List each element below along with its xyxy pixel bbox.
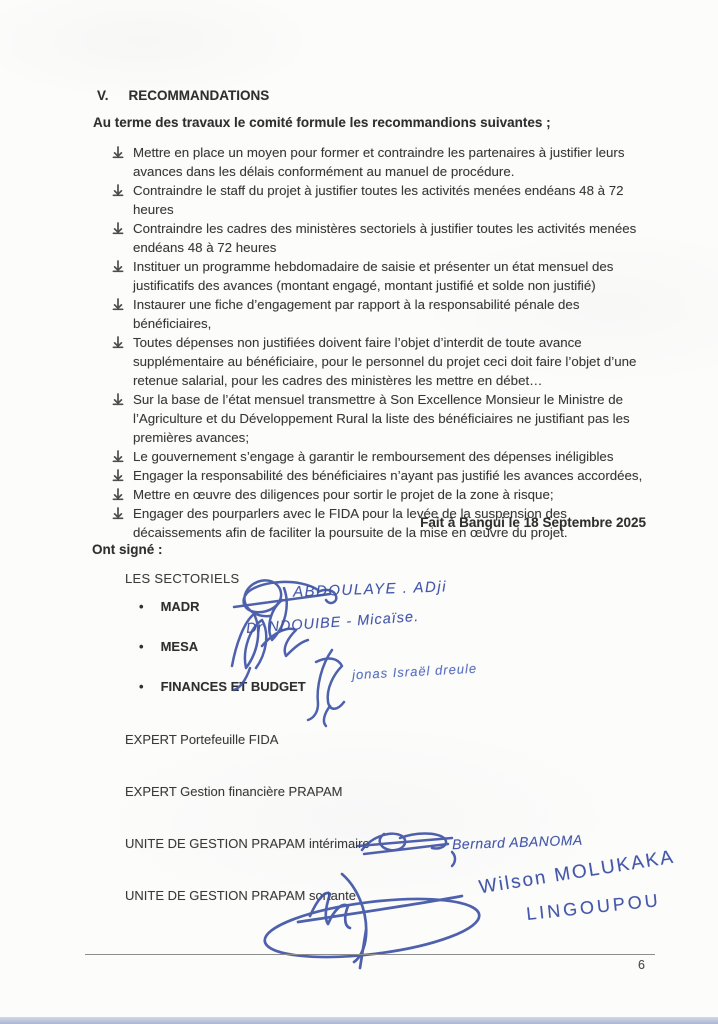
recommendation-text: Contraindre les cadres des ministères sectoriels à justifier toutes les activités menées endéans 48 à 72 heures xyxy=(133,221,637,255)
down-arrow-bullet-icon xyxy=(112,219,133,257)
list-item xyxy=(112,219,644,257)
down-arrow-bullet-icon xyxy=(112,447,133,466)
handwritten-name-interim: Bernard ABANOMA xyxy=(451,831,583,853)
bullet-dot-icon: • xyxy=(139,599,144,614)
signature-scribble-finances xyxy=(308,650,344,726)
down-arrow-bullet-icon xyxy=(112,466,133,485)
recommendation-text: Mettre en place un moyen pour former et contraindre les partenaires à justifier leurs avances dans les délais conformément au manuel de procédure. xyxy=(133,145,625,179)
bullet-dot-icon: • xyxy=(139,679,144,694)
handwritten-name-mesa: Dr NDOUIBE - Micaïse. xyxy=(245,608,420,638)
signature-scribble-interim-crossed xyxy=(358,834,455,867)
list-item xyxy=(139,640,306,654)
recommendation-text: Sur la base de l’état mensuel transmettre à Son Excellence Monsieur le Ministre de l’Agriculture et du Développement Rural la liste des bénéficiaires ne justifiant pas les premières avances; xyxy=(133,392,630,445)
sectorial-label: MESA xyxy=(160,639,199,654)
handwritten-name-madr: ABDOULAYE . ADji xyxy=(292,578,448,601)
recommendation-text: Contraindre le staff du projet à justifier toutes les activités menées endéans 48 à 72 heures xyxy=(133,183,624,217)
section-number: V. xyxy=(97,88,109,103)
recommendation-text: Instaurer une fiche d’engagement par rapport à la responsabilité pénale des bénéficiaires, xyxy=(133,297,580,331)
list-item xyxy=(112,485,644,504)
down-arrow-bullet-icon xyxy=(112,333,133,390)
handwritten-name-sortante-line1: Wilson MOLUKAKA xyxy=(477,846,677,899)
intro-line: Au terme des travaux le comité formule les recommandions suivantes ; xyxy=(93,115,551,130)
footer-rule xyxy=(85,954,655,955)
list-item xyxy=(112,143,644,181)
list-item xyxy=(112,390,644,447)
bullet-dot-icon: • xyxy=(139,639,144,654)
signed-heading: Ont signé : xyxy=(92,542,163,557)
recommendation-text: Engager la responsabilité des bénéficiaires n’ayant pas justifié les avances accordées, xyxy=(133,468,643,483)
handwritten-name-finances: jonas Israël dreule xyxy=(351,660,478,683)
date-place-line: Fait à Bangui le 18 Septembre 2025 xyxy=(420,515,646,530)
list-item xyxy=(112,466,644,485)
list-item xyxy=(139,680,306,694)
page-number: 6 xyxy=(638,958,645,972)
down-arrow-bullet-icon xyxy=(112,485,133,504)
list-item xyxy=(112,447,644,466)
down-arrow-bullet-icon xyxy=(112,181,133,219)
sectorial-label: MADR xyxy=(160,599,200,614)
recommendation-text: Mettre en œuvre des diligences pour sortir le projet de la zone à risque; xyxy=(133,487,554,502)
list-item xyxy=(112,295,644,333)
handwritten-name-sortante-line2: LINGOUPOU xyxy=(525,890,662,925)
sectorials-heading: LES SECTORIELS xyxy=(125,571,240,586)
recommendation-text: Instituer un programme hebdomadaire de saisie et présenter un état mensuel des justificatifs des avances (montant engagé, montant justifié et solde non justifié) xyxy=(133,259,614,293)
recommendation-text: Engager des pourparlers avec le FIDA pour la levée de la suspension des décaissements afin de faciliter la poursuite de la mise en œuvre du projet. xyxy=(133,506,568,540)
section-title: RECOMMANDATIONS xyxy=(128,88,270,103)
signatory-role-label: UNITE DE GESTION PRAPAM intérimaire xyxy=(125,836,370,851)
down-arrow-bullet-icon xyxy=(112,257,133,295)
signatory-role-label: EXPERT Gestion financière PRAPAM xyxy=(125,784,343,799)
down-arrow-bullet-icon xyxy=(112,295,133,333)
list-item xyxy=(112,333,644,390)
sectorial-label: FINANCES ET BUDGET xyxy=(160,679,306,694)
recommendation-text: Le gouvernement s’engage à garantir le remboursement des dépenses inéligibles xyxy=(133,449,614,464)
down-arrow-bullet-icon xyxy=(112,143,133,181)
list-item xyxy=(112,257,644,295)
section-heading xyxy=(97,88,269,103)
signatory-role-label: EXPERT Portefeuille FIDA xyxy=(125,732,279,747)
recommendations-list xyxy=(112,143,644,542)
list-item xyxy=(139,600,306,614)
signatory-roles xyxy=(125,733,370,941)
recommendation-text: Toutes dépenses non justifiées doivent faire l’objet d’interdit de toute avance supplémentaire au bénéficiaire, pour le personnel du projet ceci doit faire l’objet d’une retenue salarial, pour les cadres des ministères les mettre en débet… xyxy=(133,335,637,388)
scan-edge-band xyxy=(0,1017,718,1024)
signatory-role-label: UNITE DE GESTION PRAPAM sortante xyxy=(125,888,356,903)
list-item xyxy=(112,181,644,219)
down-arrow-bullet-icon xyxy=(112,390,133,447)
